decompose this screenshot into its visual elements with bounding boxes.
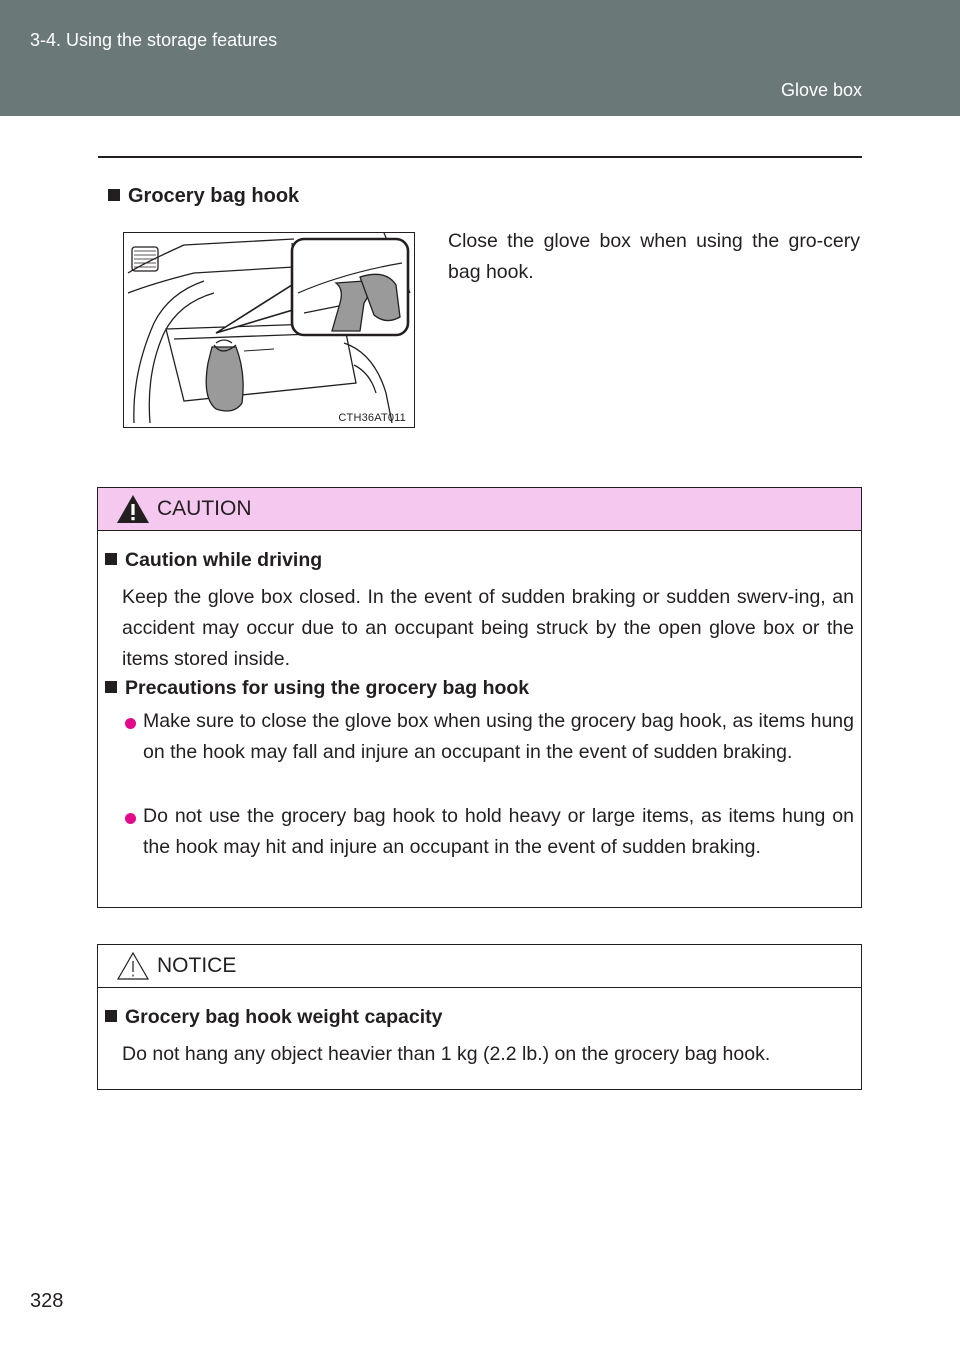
page-number: 328 <box>30 1290 64 1312</box>
page-header <box>0 0 960 116</box>
caution-bullet: Do not use the grocery bag hook to hold heavy or large items, as items hung on the hook may hit and injure an occupant in the event of sudden braking. <box>143 805 854 858</box>
notice-item-heading: Grocery bag hook weight capacity <box>105 1006 443 1029</box>
caution-item-text: Keep the glove box closed. In the event of sudden braking or sudden swerv-ing, an accident may occur due to an occupant being struck by the open glove box or the items stored inside. <box>122 586 854 670</box>
chapter-title: 3-4. Using the storage features <box>30 30 278 50</box>
dashboard-drawing <box>124 233 413 426</box>
caution-bullet: Make sure to close the glove box when using the grocery bag hook, as items hung on the hook may fall and injure an occupant in the event of sudden braking. <box>143 710 854 763</box>
caution-item-heading: Caution while driving <box>105 549 322 572</box>
bullet-dot-icon <box>125 813 136 824</box>
caution-item-heading: Precautions for using the grocery bag hook <box>105 677 529 700</box>
warning-triangle-icon <box>116 494 150 524</box>
square-bullet-icon <box>108 189 120 201</box>
section-title: Glove box <box>780 80 862 100</box>
grocery-bag-description: Close the glove box when using the gro-cery bag hook. <box>448 230 860 283</box>
notice-title: NOTICE <box>157 954 237 977</box>
section-rule <box>98 156 862 158</box>
bullet-dot-icon <box>125 718 136 729</box>
grocery-bag-heading: Grocery bag hook <box>108 185 299 208</box>
figure-code: CTH36AT011 <box>338 412 406 424</box>
caution-box <box>97 487 862 908</box>
square-bullet-icon <box>105 553 117 565</box>
notice-box <box>97 944 862 1090</box>
notice-text: Do not hang any object heavier than 1 kg (2.2 lb.) on the grocery bag hook. <box>122 1043 771 1065</box>
square-bullet-icon <box>105 681 117 693</box>
caution-header <box>98 488 861 531</box>
notice-triangle-icon <box>116 951 150 981</box>
caution-title: CAUTION <box>157 497 252 520</box>
square-bullet-icon <box>105 1010 117 1022</box>
notice-header <box>98 945 861 988</box>
grocery-bag-hook-illustration <box>123 232 415 428</box>
